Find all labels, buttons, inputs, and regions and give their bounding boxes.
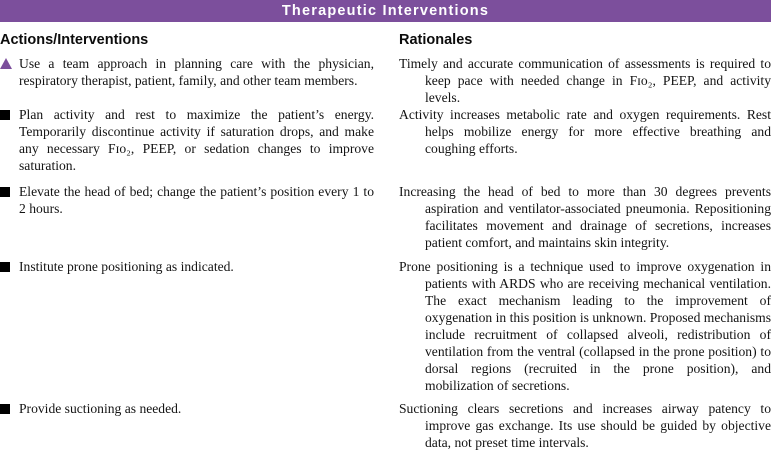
table-row [0,106,771,183]
action-cell [0,183,374,217]
action-cell [0,258,374,275]
action-text: Institute prone positioning as indicated. [19,259,234,274]
rationale-text: Activity increases metabolic rate and oxygen requirements. Rest helps mobilize energy for more effective breathing and coughing efforts. [399,107,771,156]
care-plan-rows [0,55,771,451]
table-row [0,183,771,258]
action-text: Plan activity and rest to maximize the patient’s energy. Temporarily discontinue activity if saturation drops, and make any necessary Fɪᴏ₂, PEEP, or sedation changes to improve saturation. [19,107,374,173]
triangle-bullet-icon [0,58,12,69]
action-text: Provide suctioning as needed. [19,401,182,416]
action-text: Elevate the head of bed; change the patient’s position every 1 to 2 hours. [19,184,374,216]
action-cell [0,400,374,417]
table-title: Therapeutic Interventions [281,3,490,19]
square-bullet-icon [0,404,10,414]
rationale-text: Suctioning clears secretions and increases airway patency to improve gas exchange. Its use should be guided by objective data, not preset time intervals. [399,401,771,450]
action-cell [0,106,374,174]
rationale-text: Increasing the head of bed to more than 30 degrees prevents aspiration and ventilator-associated pneumonia. Repositioning facilitates movement and drainage of secretions, increases patient comfort, and maintains skin integrity. [399,184,771,250]
table-title-bar [0,0,771,22]
column-header-row [0,22,771,55]
rationale-text: Timely and accurate communication of assessments is required to keep pace with needed change in Fɪᴏ₂, PEEP, and activity levels. [399,56,771,105]
square-bullet-icon [0,110,10,120]
table-row [0,55,771,106]
rationales-column-header: Rationales [399,32,473,48]
square-bullet-icon [0,187,10,197]
action-text: Use a team approach in planning care with the physician, respiratory therapist, patient, family, and other team members. [19,56,374,88]
table-row [0,400,771,451]
square-bullet-icon [0,262,10,272]
action-cell [0,55,374,89]
table-row [0,258,771,400]
rationale-text: Prone positioning is a technique used to improve oxygenation in patients with ARDS who are receiving mechanical ventilation. The exact mechanism leading to the improvement of oxygenation in this position is unknown. Proposed mechanisms include recruitment of collapsed alveoli, redistribution of ventilation from the ventral (collapsed in the prone position) to dorsal regions (recruited in the prone position), and mobilization of secretions. [399,259,771,393]
actions-column-header: Actions/Interventions [0,32,149,48]
